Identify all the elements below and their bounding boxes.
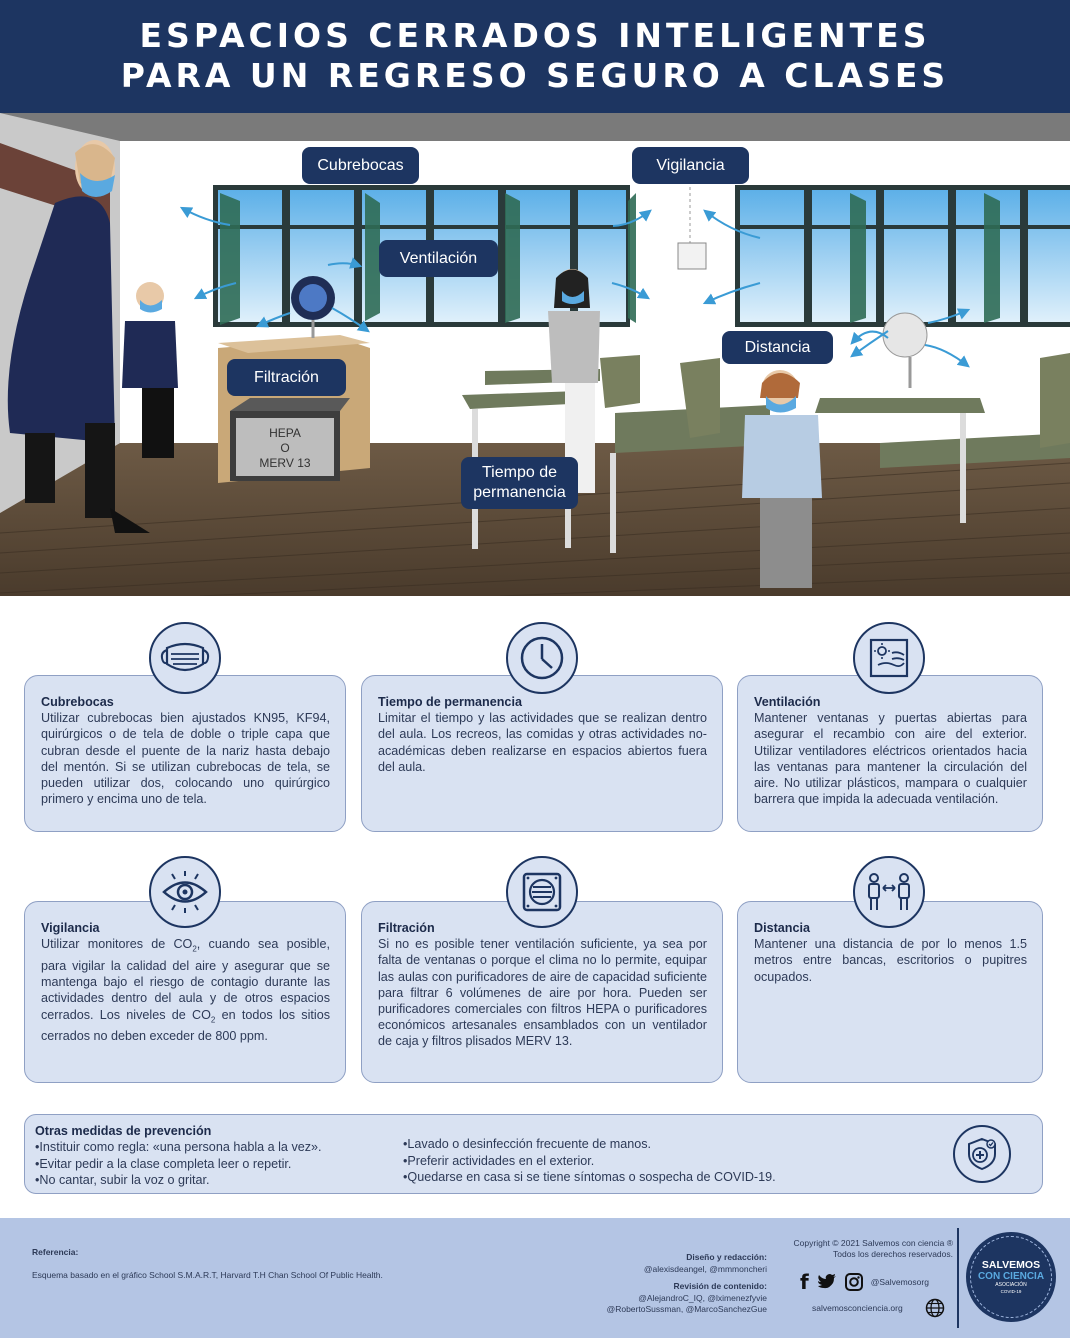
- other-measures-title: Otras medidas de prevención: [35, 1124, 212, 1138]
- card-text: Utilizar cubrebocas bien ajustados KN95, KF94, quirúrgicos o de tela de doble o triple capa que cubran desde el puente de la nariz hasta debajo del mentón. Si se utilizan cubrebocas de tela, se pueden utilizar dos, colocando uno quirúrgico primero y encima uno de tela.: [41, 711, 330, 807]
- title-line-2: PARA UN REGRESO SEGURO A CLASES: [120, 56, 950, 95]
- eye-icon: [149, 856, 221, 928]
- mask-icon: [149, 622, 221, 694]
- card-title: Filtración: [378, 921, 435, 935]
- card-title: Ventilación: [754, 695, 821, 709]
- hepa-line-1: HEPA: [269, 426, 301, 440]
- list-item: •Instituir como regla: «una persona habla a la vez».: [35, 1140, 322, 1154]
- title-line-1: ESPACIOS CERRADOS INTELIGENTES: [139, 16, 931, 55]
- list-item: •No cantar, subir la voz o gritar.: [35, 1173, 210, 1187]
- card-ventilacion: [737, 675, 1043, 832]
- website-link[interactable]: salvemosconciencia.org: [812, 1303, 903, 1313]
- shield-health-icon: [953, 1125, 1011, 1183]
- tag-cubrebocas: Cubrebocas: [302, 147, 419, 184]
- review-names-2: @RobertoSussman, @MarcoSanchezGue: [606, 1304, 767, 1314]
- card-title: Tiempo de permanencia: [378, 695, 522, 709]
- card-text: Limitar el tiempo y las actividades que se realizan dentro del aula. Los recreos, las comidas y otras actividades no-académicas deben realizarse en espacios abiertos fuera del aula.: [378, 711, 707, 774]
- people-distance-icon: [853, 856, 925, 928]
- hepa-line-3: MERV 13: [259, 456, 311, 470]
- design-names: @alexisdeangel, @mmmoncheri: [643, 1263, 767, 1274]
- tag-tiempo-permanencia: [461, 457, 578, 509]
- logo-ring: [970, 1236, 1052, 1318]
- card-vigilancia: [24, 901, 346, 1083]
- card-title: Cubrebocas: [41, 695, 114, 709]
- box-fan-filter-icon: [506, 856, 578, 928]
- card-text-part-1: Utilizar monitores de CO: [41, 937, 193, 952]
- design-label: Diseño y redacción:: [686, 1252, 767, 1262]
- copyright: [775, 1238, 953, 1260]
- card-title: Vigilancia: [41, 921, 100, 935]
- card-title: Distancia: [754, 921, 810, 935]
- list-item: •Lavado o desinfección frecuente de manos.: [403, 1137, 652, 1151]
- tag-filtracion: Filtración: [227, 359, 346, 396]
- tag-distancia: Distancia: [722, 331, 833, 364]
- logo-line-1: SALVEMOS: [981, 1259, 1041, 1271]
- page-header: [0, 0, 1070, 113]
- classroom-illustration: [0, 113, 1070, 596]
- instagram-icon[interactable]: [845, 1273, 863, 1291]
- social-links: [800, 1270, 929, 1294]
- twitter-icon[interactable]: [817, 1274, 837, 1291]
- classroom-scene: [0, 113, 1070, 596]
- card-text: Si no es posible tener ventilación suficiente, ya sea por falta de ventanas o porque el clima no lo permite, equipar las aulas con purificadores de aire de capacidad suficiente para filtrar 6 volúmenes de aire por hora. Pueden ser purificadores comerciales con filtros HEPA o purificadores económicos artesanales ensamblados con un ventilador de caja y filtros plisados MERV 13.: [378, 937, 707, 1049]
- card-tiempo-permanencia: [361, 675, 723, 832]
- page-footer: [0, 1218, 1070, 1338]
- tag-tiempo-line-2: permanencia: [473, 484, 566, 501]
- tag-vigilancia: Vigilancia: [632, 147, 749, 184]
- list-item: •Quedarse en casa si se tiene síntomas o sospecha de COVID-19.: [403, 1170, 776, 1184]
- list-item: •Preferir actividades en el exterior.: [403, 1153, 595, 1168]
- other-measures-col-1: [35, 1139, 322, 1189]
- reference-text: Esquema basado en el gráfico School S.M.A.R.T, Harvard T.H Chan School Of Public Health.: [32, 1270, 383, 1280]
- credits: [540, 1252, 767, 1316]
- hepa-label: [236, 426, 334, 471]
- window-wind-icon: [853, 622, 925, 694]
- list-item: •Evitar pedir a la clase completa leer o repetir.: [35, 1156, 292, 1171]
- tag-ventilacion: Ventilación: [379, 240, 498, 277]
- social-handle[interactable]: @Salvemosorg: [870, 1277, 929, 1287]
- card-text: [41, 936, 330, 1044]
- footer-divider: [957, 1228, 959, 1328]
- other-measures-col-2: [403, 1136, 776, 1186]
- globe-icon: [925, 1298, 945, 1318]
- tag-tiempo-line-1: Tiempo de: [482, 464, 557, 481]
- copyright-line-2: Todos los derechos reservados.: [832, 1249, 953, 1259]
- co2-subscript: 2: [192, 944, 197, 954]
- logo-line-2: CON CIENCIA: [977, 1271, 1045, 1282]
- review-label: Revisión de contenido:: [673, 1281, 767, 1291]
- logo-line-4: COVID-19: [1000, 1289, 1022, 1294]
- card-text: Mantener una distancia de por lo menos 1.5 metros entre bancas, escritorios o pupitres ocupados.: [754, 937, 1027, 984]
- card-text-part-2: , cuando sea posible, para vigilar la calidad del aire y asegurar que se mantenga bajo el riesgo de contagio durante las actividades dentro del aula y de otros espacios cerrados. Los niveles de CO: [41, 937, 330, 1022]
- card-distancia: [737, 901, 1043, 1083]
- logo-line-3: ASOCIACIÓN: [995, 1282, 1027, 1288]
- hepa-line-2: O: [280, 441, 290, 455]
- other-measures-box: [24, 1114, 1043, 1194]
- card-cubrebocas: [24, 675, 346, 832]
- facebook-icon[interactable]: f: [800, 1270, 809, 1294]
- clock-icon: [506, 622, 578, 694]
- review-names-1: @AlejandroC_IQ, @lximenezfyvie: [638, 1292, 767, 1303]
- copyright-line-1: Copyright © 2021 Salvemos con ciencia ®: [793, 1238, 953, 1248]
- co2-subscript: 2: [210, 1015, 216, 1025]
- card-filtracion: [361, 901, 723, 1083]
- salvemos-logo: [966, 1232, 1056, 1322]
- reference-label: Referencia:: [32, 1247, 79, 1257]
- card-text-part-3: en todos los sitios cerrados no deben exceder de 800 ppm.: [41, 1007, 330, 1044]
- card-text: Mantener ventanas y puertas abiertas para asegurar el recambio con aire del exterior. Utilizar ventiladores eléctricos orientados hacia las ventanas para mantener la circulación del aire. No utilizar plásticos, mampara o cualquier barrera que impida la adecuada ventilación.: [754, 711, 1027, 807]
